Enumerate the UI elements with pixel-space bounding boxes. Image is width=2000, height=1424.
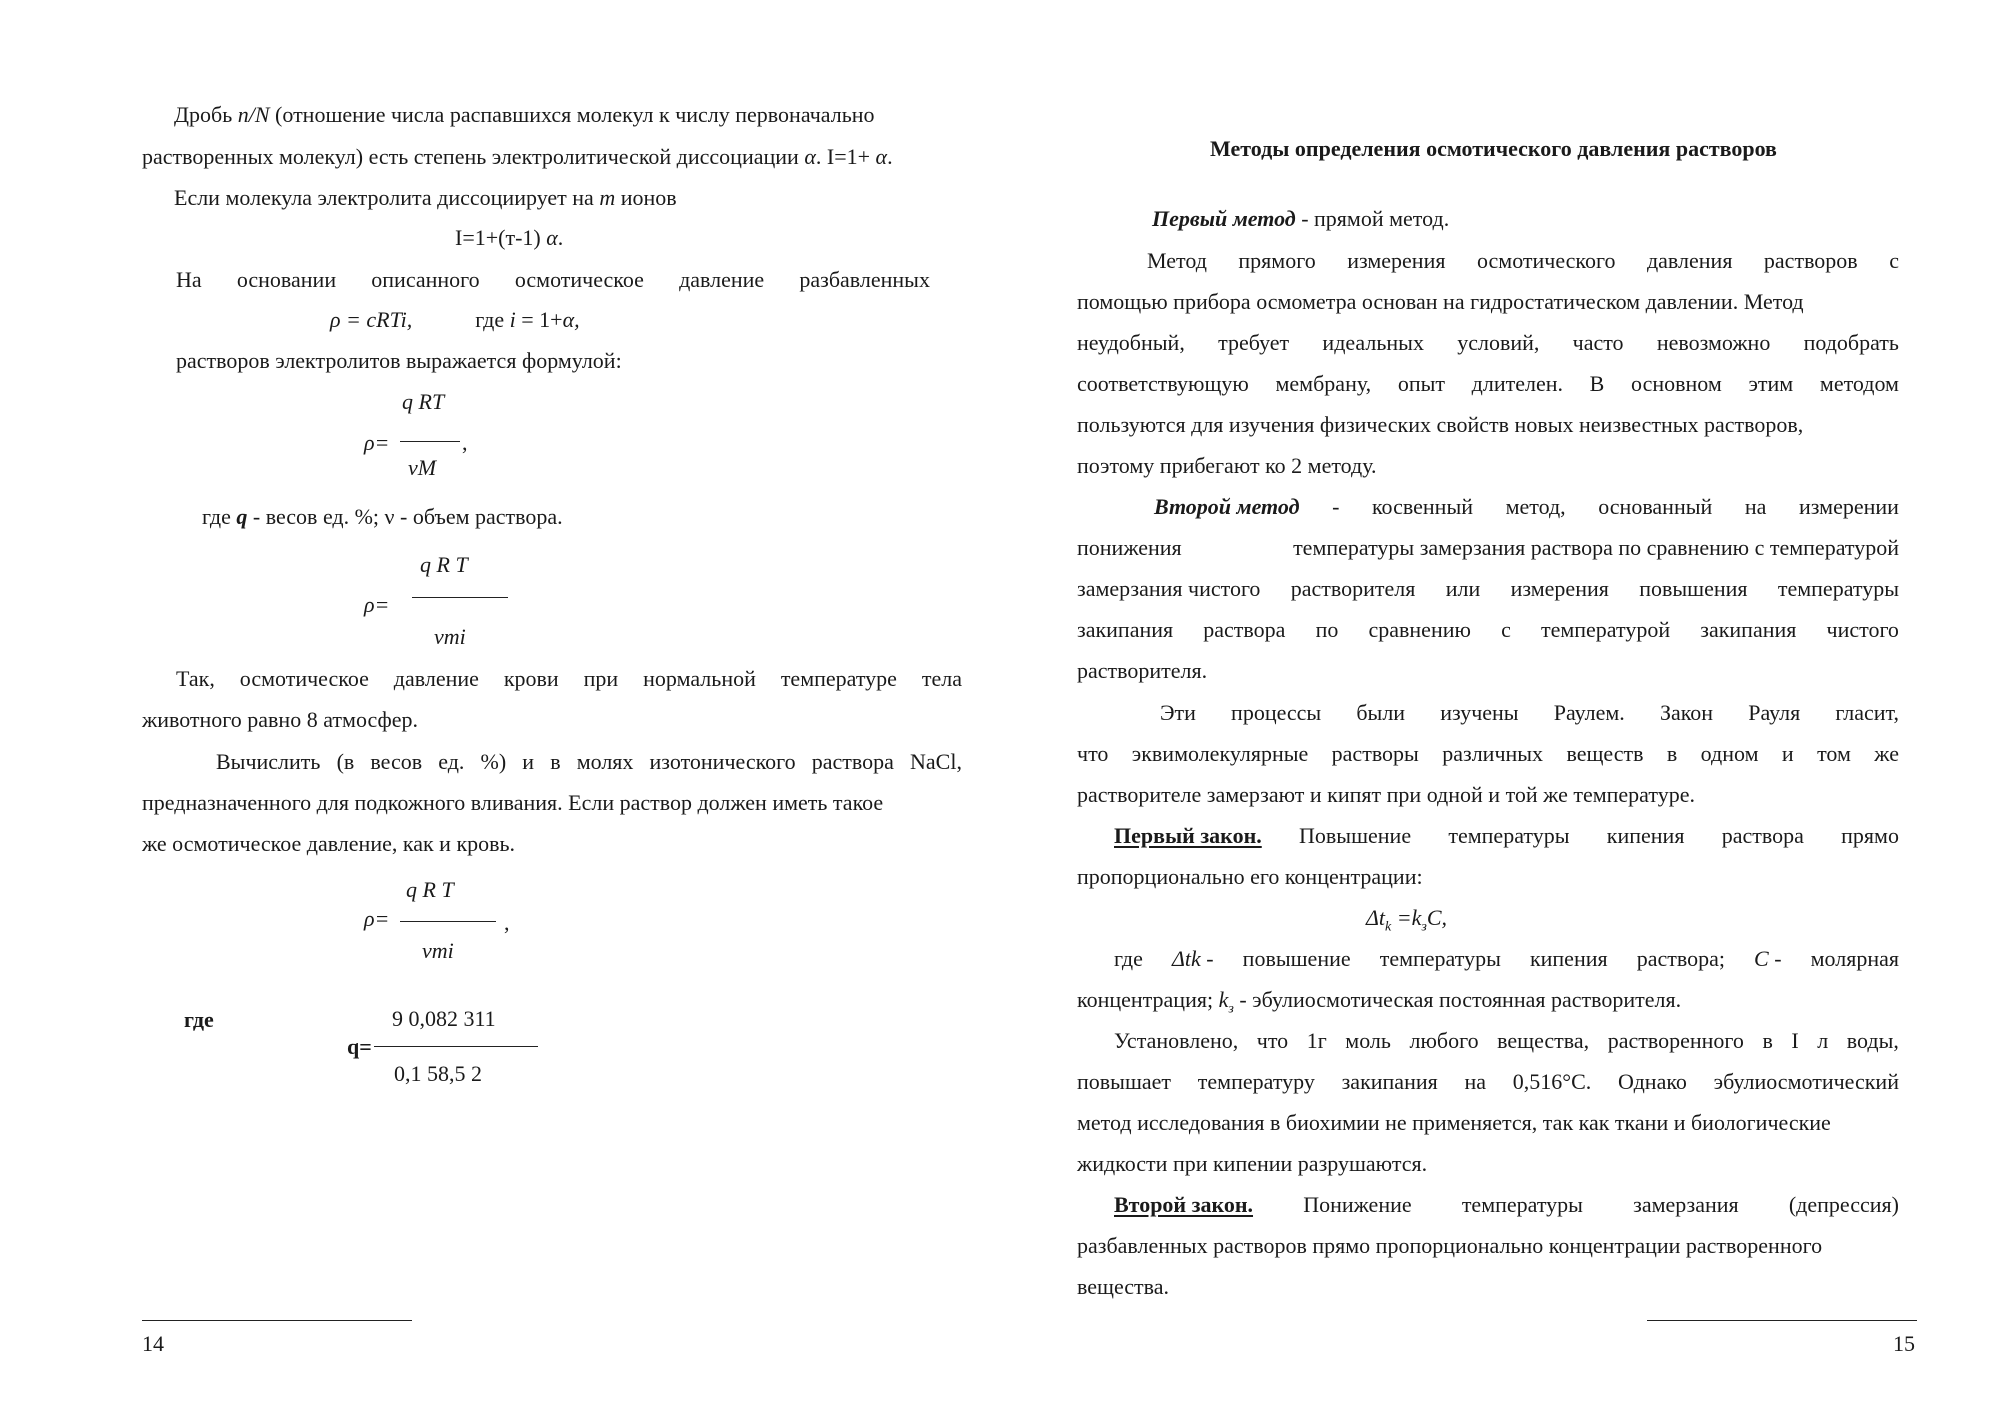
formula-q-numerator: 9 0,082 311 — [392, 1006, 496, 1031]
formula-p3-numerator: q R T — [406, 877, 454, 902]
raoult-line1: Эти процессы были изучены Раулем. Закон Рауля гласит, — [1160, 700, 1899, 725]
para3-line1: На основании описанного осмотическое давление разбавленных — [176, 267, 930, 292]
formula-q-bar — [374, 1046, 538, 1047]
method2-line3: замерзания чистого растворителя или измерения повышения температуры — [1077, 576, 1899, 601]
formula-p1-lhs: ρ= — [364, 430, 390, 455]
formula-q-where: где — [184, 1007, 214, 1032]
para-m1-line6: поэтому прибегают ко 2 методу. — [1077, 453, 1377, 478]
raoult-line3: растворителе замерзают и кипят при одной и той же температуре. — [1077, 782, 1695, 807]
para-m1-line4: соответствующую мембрану, опыт длителен. В основном этим методом — [1077, 371, 1899, 396]
law2-line2: разбавленных растворов прямо пропорционально концентрации растворенного — [1077, 1233, 1823, 1258]
para-est-line2: повышает температуру закипания на 0,516°С. Однако эбулиосмотический — [1077, 1069, 1899, 1094]
formula-dissociation: I=1+(т-1) α. — [455, 225, 564, 250]
method1-heading: Первый метод - прямой метод. — [1152, 206, 1450, 231]
left-page-number: 14 — [142, 1331, 164, 1356]
where-definition: где q - весов ед. %; ν - объем раствора. — [202, 504, 563, 529]
law1-where-line1: где Δtk - повышение температуры кипения раствора; C - молярная — [1114, 946, 1899, 971]
para5-line3: же осмотическое давление, как и кровь. — [142, 831, 516, 856]
formula-osmotic-inline: ρ = cRTi, где i = 1+α, — [330, 307, 580, 332]
para-m1-line1: Метод прямого измерения осмотического давления растворов с — [1147, 248, 1899, 273]
para-est-line3: метод исследования в биохимии не применяется, так как ткани и биологические — [1077, 1110, 1831, 1135]
para-m1-line5: пользуются для изучения физических свойств новых неизвестных растворов, — [1077, 412, 1804, 437]
right-page-number: 15 — [1893, 1331, 1915, 1356]
method2-line2: понижения температуры замерзания раствора по сравнению с температурой — [1077, 535, 1899, 560]
left-footer-rule — [142, 1320, 412, 1321]
formula-q-denominator: 0,1 58,5 2 — [394, 1061, 482, 1086]
para4-line2: животного равно 8 атмосфер. — [142, 707, 419, 732]
formula-p1-bar — [400, 441, 460, 442]
law1-where-line2: концентрация; $k_з$ - эбулиосмотическая постоянная растворителя. — [1077, 987, 1682, 1017]
para5-line1: Вычислить (в весов ед. %) и в молях изотонического раствора NaCl, — [216, 749, 962, 774]
law1-line2: пропорционально его концентрации: — [1077, 864, 1423, 889]
formula-p3-lhs: ρ= — [364, 906, 390, 931]
law2-line1: Второй закон. Понижение температуры замерзания (депрессия) — [1114, 1192, 1899, 1217]
para1-line2: растворенных молекул) есть степень электролитической диссоциации α. I=1+ α. — [142, 144, 893, 169]
raoult-line2: что эквимолекулярные растворы различных веществ в одном и том же — [1077, 741, 1899, 766]
para1-line1: Дробь n/N (отношение числа распавшихся молекул к числу первоначально — [174, 102, 875, 127]
method2-line5: растворителя. — [1077, 658, 1208, 683]
para2: Если молекула электролита диссоциирует на m ионов — [174, 185, 677, 210]
formula-p1-numerator: q RT — [402, 389, 445, 414]
law2-line3: вещества. — [1077, 1274, 1170, 1299]
formula-p1-comma: , — [462, 430, 468, 455]
formula-p2-denominator: vmi — [434, 624, 466, 649]
formula-q-lhs: q= — [347, 1034, 372, 1059]
para-est-line4: жидкости при кипении разрушаются. — [1077, 1151, 1428, 1176]
method2-line1: Второй метод - косвенный метод, основанный на измерении — [1154, 494, 1899, 519]
para5-line2: предназначенного для подкожного вливания. Если раствор должен иметь такое — [142, 790, 884, 815]
section-title: Методы определения осмотического давления растворов — [1210, 136, 1777, 161]
para-m1-line3: неудобный, требует идеальных условий, часто невозможно подобрать — [1077, 330, 1899, 355]
para4-line1: Так, осмотическое давление крови при нормальной температуре тела — [176, 666, 962, 691]
formula-p3-denominator: vmi — [422, 938, 454, 963]
law1-formula: $\Delta t_k =k_зC$, — [1366, 905, 1448, 935]
method2-line4: закипания раствора по сравнению с температурой закипания чистого — [1077, 617, 1899, 642]
law1-line1: Первый закон. Повышение температуры кипения раствора прямо — [1114, 823, 1899, 848]
para3-line2: растворов электролитов выражается формулой: — [176, 348, 622, 373]
formula-p1-denominator: vM — [408, 455, 437, 480]
formula-p2-lhs: ρ= — [364, 592, 390, 617]
formula-p3-bar — [400, 921, 496, 922]
formula-p2-numerator: q R T — [420, 552, 468, 577]
formula-p3-comma: , — [504, 910, 510, 935]
para-m1-line2: помощью прибора осмометра основан на гидростатическом давлении. Метод — [1077, 289, 1804, 314]
formula-p2-bar — [412, 597, 508, 598]
right-footer-rule — [1647, 1320, 1917, 1321]
para-est-line1: Установлено, что 1г моль любого вещества, растворенного в I л воды, — [1114, 1028, 1899, 1053]
